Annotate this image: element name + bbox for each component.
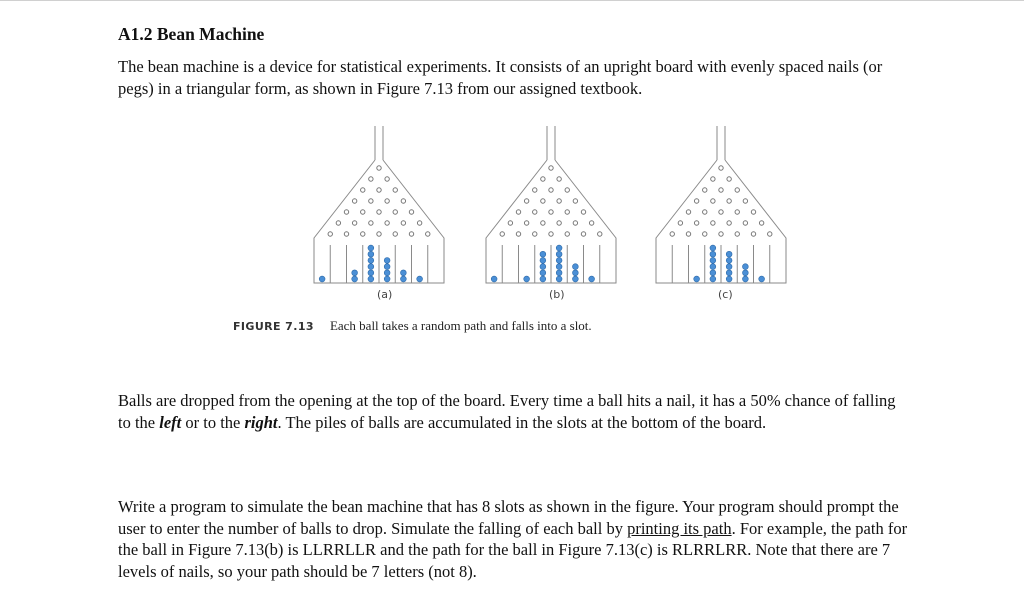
board-3-peg [727, 221, 731, 225]
board-1-peg [385, 221, 389, 225]
figure-sublabel-b: (b) [549, 288, 565, 301]
board-1-slot-5-ball [384, 270, 390, 276]
board-2-peg [549, 210, 553, 214]
board-1-slot-4-ball [368, 245, 374, 251]
board-1-slot-4-ball [368, 270, 374, 276]
board-2-slot-5-ball [556, 258, 562, 264]
board-3-peg [703, 232, 707, 236]
board-3-peg [743, 199, 747, 203]
board-3-peg [678, 221, 682, 225]
board-1-peg [385, 199, 389, 203]
board-1-peg [328, 232, 332, 236]
board-1-peg [409, 232, 413, 236]
board-1-peg [377, 232, 381, 236]
task-text-1: Write a program to simulate the bean machine that has 8 slots as shown in the figure. Your program should prompt the user to enter the number of balls to drop. Simulate the falling of each ball by [118, 497, 899, 538]
board-1-peg [377, 188, 381, 192]
figure-caption [233, 318, 592, 334]
board-2-peg [516, 232, 520, 236]
figure-sublabel-c: (c) [718, 288, 733, 301]
board-2-peg [549, 188, 553, 192]
board-3-peg [719, 188, 723, 192]
board-3-slot-5-ball [726, 270, 732, 276]
board-1-peg [344, 232, 348, 236]
board-1-slot-6-ball [400, 276, 406, 282]
board-3-slot-5-ball [726, 258, 732, 264]
right-emphasis: right [244, 412, 278, 432]
board-1-peg [393, 210, 397, 214]
board-2-peg [573, 199, 577, 203]
board-3-slot-5-ball [726, 251, 732, 257]
board-1-slot-4-ball [368, 276, 374, 282]
rules-text-1: Balls are dropped from the opening at the top of the board. Every time a ball hits a nail, it has a 50% chance of falling to the [118, 391, 896, 432]
board-2-peg [549, 232, 553, 236]
board-3-peg [759, 221, 763, 225]
board-2-slot-4-ball [540, 264, 546, 270]
printing-path-underline: printing its path [627, 518, 732, 538]
board-3-peg [670, 232, 674, 236]
board-3-peg [751, 210, 755, 214]
board-3-peg [686, 210, 690, 214]
board-2-slot-4-ball [540, 258, 546, 264]
bean-machine-figure [300, 118, 800, 308]
board-2-slot-5-ball [556, 245, 562, 251]
board-2-slot-5-ball [556, 251, 562, 257]
board-2-slot-3-ball [524, 276, 530, 282]
board-3-peg [743, 221, 747, 225]
board-2-peg [500, 232, 504, 236]
board-3-slot-6-ball [742, 264, 748, 270]
board-1-peg [377, 210, 381, 214]
board-2-peg [581, 210, 585, 214]
board-2-slot-1-ball [491, 276, 497, 282]
board-3-slot-6-ball [742, 276, 748, 282]
board-3-slot-6-ball [742, 270, 748, 276]
board-3-peg [768, 232, 772, 236]
board-2-peg [541, 199, 545, 203]
board-2-peg [598, 232, 602, 236]
board-3-peg [711, 199, 715, 203]
board-2-peg [533, 232, 537, 236]
board-2-peg [549, 166, 553, 170]
board-2-slot-5-ball [556, 276, 562, 282]
board-3-peg [719, 232, 723, 236]
board-3-peg [751, 232, 755, 236]
left-emphasis: left [159, 412, 182, 432]
board-1-peg [409, 210, 413, 214]
board-3-slot-3-ball [694, 276, 700, 282]
board-1-peg [361, 188, 365, 192]
board-1-peg [361, 210, 365, 214]
board-1-slot-1-ball [319, 276, 325, 282]
board-3-peg [686, 232, 690, 236]
board-3-peg [703, 188, 707, 192]
board-1-peg [401, 221, 405, 225]
board-2-slot-5-ball [556, 270, 562, 276]
board-2-slot-6-ball [572, 270, 578, 276]
board-1-peg [369, 177, 373, 181]
board-2-peg [581, 232, 585, 236]
board-1-peg [385, 177, 389, 181]
board-2-peg [524, 199, 528, 203]
board-1-peg [369, 221, 373, 225]
board-2-peg [557, 199, 561, 203]
board-3-peg [735, 210, 739, 214]
task-text-2: . For example, the path for the ball in Figure 7.13(b) is LLRRLLR and the path for the ball in Figure 7.13(c) is RLRRLRR. Note that there are 7 levels of nails, so your path should be 7 letters (not 8). [118, 518, 908, 581]
board-2-peg [565, 188, 569, 192]
board-3-peg [727, 199, 731, 203]
intro-paragraph: The bean machine is a device for statistical experiments. It consists of an upright board with evenly spaced nails (or pegs) in a triangular form, as shown in Figure 7.13 from our assigned textbook. [118, 57, 883, 98]
task-paragraph [118, 496, 918, 582]
board-2-peg [573, 221, 577, 225]
board-2-peg [541, 221, 545, 225]
board-2-peg [557, 177, 561, 181]
rules-text-3: . The piles of balls are accumulated in the slots at the bottom of the board. [277, 412, 767, 432]
figure-caption-label: FIGURE 7.13 [233, 320, 314, 333]
board-2-slot-4-ball [540, 276, 546, 282]
board-2-peg [533, 188, 537, 192]
bean-machine-illustration [300, 118, 800, 308]
board-1-slot-4-ball [368, 264, 374, 270]
board-1-peg [336, 221, 340, 225]
board-3-slot-4-ball [710, 245, 716, 251]
board-3-peg [719, 210, 723, 214]
section-heading: A1.2 Bean Machine [118, 24, 265, 44]
board-3-slot-4-ball [710, 276, 716, 282]
board-3-peg [711, 177, 715, 181]
board-1-peg [352, 221, 356, 225]
board-3-peg [694, 221, 698, 225]
board-1-slot-4-ball [368, 251, 374, 257]
figure-sublabel-a: (a) [377, 288, 393, 301]
board-1-slot-3-ball [352, 270, 358, 276]
board-3-slot-5-ball [726, 276, 732, 282]
board-3-peg [694, 199, 698, 203]
board-3-slot-7-ball [759, 276, 765, 282]
board-2-slot-6-ball [572, 276, 578, 282]
board-3-peg [719, 166, 723, 170]
board-2-peg [533, 210, 537, 214]
board-1-peg [344, 210, 348, 214]
board-1-slot-6-ball [400, 270, 406, 276]
board-1-peg [361, 232, 365, 236]
board-3-slot-4-ball [710, 251, 716, 257]
board-1-slot-4-ball [368, 258, 374, 264]
board-1-peg [369, 199, 373, 203]
board-3-slot-4-ball [710, 264, 716, 270]
board-2-slot-5-ball [556, 264, 562, 270]
board-2-peg [541, 177, 545, 181]
board-3-peg [703, 210, 707, 214]
board-3-slot-4-ball [710, 270, 716, 276]
board-1-slot-5-ball [384, 264, 390, 270]
board-1-peg [377, 166, 381, 170]
board-3-peg [735, 188, 739, 192]
board-1-peg [401, 199, 405, 203]
board-1-slot-5-ball [384, 276, 390, 282]
board-1-slot-5-ball [384, 258, 390, 264]
board-2-slot-6-ball [572, 264, 578, 270]
board-2-slot-7-ball [589, 276, 595, 282]
board-3-slot-5-ball [726, 264, 732, 270]
board-3-peg [727, 177, 731, 181]
board-2-peg [516, 210, 520, 214]
board-1-peg [352, 199, 356, 203]
board-1-peg [393, 188, 397, 192]
board-1-peg [426, 232, 430, 236]
board-2-peg [565, 232, 569, 236]
board-2-peg [508, 221, 512, 225]
top-divider [0, 0, 1024, 1]
board-1-peg [417, 221, 421, 225]
board-3-peg [711, 221, 715, 225]
board-2-peg [565, 210, 569, 214]
board-3-peg [735, 232, 739, 236]
board-2-peg [557, 221, 561, 225]
rules-paragraph [118, 390, 908, 433]
board-1-slot-7-ball [417, 276, 423, 282]
figure-caption-text: Each ball takes a random path and falls into a slot. [329, 318, 592, 333]
board-2-slot-4-ball [540, 270, 546, 276]
board-2-peg [589, 221, 593, 225]
board-2-slot-4-ball [540, 251, 546, 257]
board-1-peg [393, 232, 397, 236]
board-1-slot-3-ball [352, 276, 358, 282]
board-2-peg [524, 221, 528, 225]
board-3-slot-4-ball [710, 258, 716, 264]
rules-text-2: or to the [181, 412, 245, 432]
